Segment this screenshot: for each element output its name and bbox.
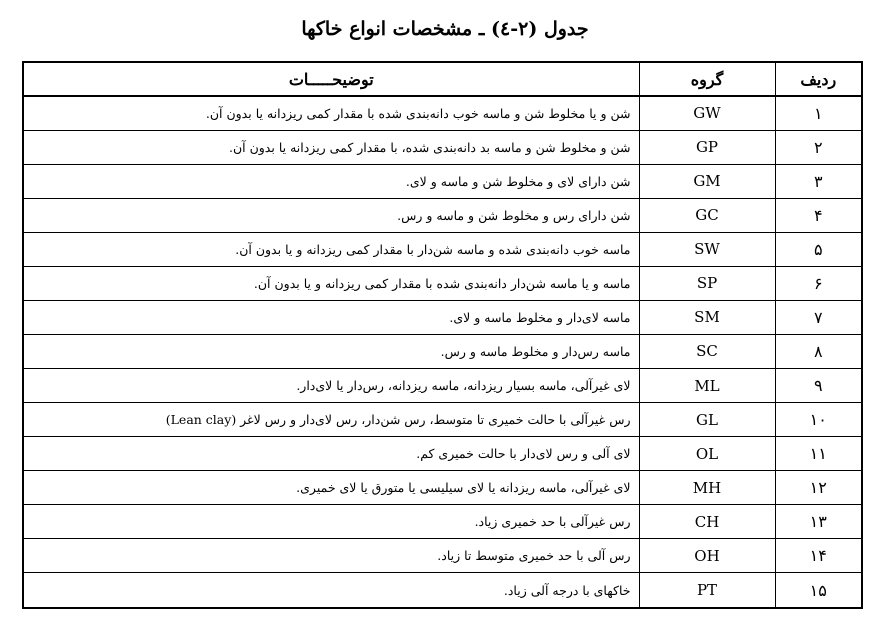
cell-description: شن و مخلوط شن و ماسه بد دانه‌بندی شده، با مقدار کمی ریزدانه یا بدون آن.: [24, 130, 639, 164]
cell-row-no: ۴: [775, 198, 861, 232]
table-row: [24, 334, 861, 368]
cell-row-no: ۱۲: [775, 471, 861, 505]
cell-row-no: ۱۵: [775, 573, 861, 607]
cell-group: GM: [639, 164, 775, 198]
table-row: [24, 198, 861, 232]
cell-group: ML: [639, 369, 775, 403]
table-row: [24, 96, 861, 130]
cell-row-no: ۱: [775, 96, 861, 130]
table-row: [24, 130, 861, 164]
cell-group: SC: [639, 334, 775, 368]
cell-description: ماسه خوب دانه‌بندی شده و ماسه شن‌دار با مقدار کمی ریزدانه و یا بدون آن.: [24, 232, 639, 266]
cell-description: شن دارای رس و مخلوط شن و ماسه و رس.: [24, 198, 639, 232]
soil-types-table: [22, 61, 863, 609]
cell-group: SM: [639, 300, 775, 334]
cell-description: لای آلی و رس لای‌دار با حالت خمیری کم.: [24, 437, 639, 471]
cell-group: GL: [639, 403, 775, 437]
table-row: [24, 573, 861, 607]
cell-description: لای غیرآلی، ماسه بسیار ریزدانه، ماسه ریزدانه، رس‌دار یا لای‌دار.: [24, 369, 639, 403]
soil-table: [24, 63, 861, 607]
table-title: جدول (۲-٤) ـ مشخصات انواع خاکها: [301, 18, 589, 40]
table-row: [24, 471, 861, 505]
table-row: [24, 403, 861, 437]
cell-group: PT: [639, 573, 775, 607]
cell-row-no: ۶: [775, 266, 861, 300]
cell-row-no: ۵: [775, 232, 861, 266]
table-row: [24, 505, 861, 539]
cell-description: رس غیرآلی با حد خمیری زیاد.: [24, 505, 639, 539]
cell-description: خاکهای با درجه آلی زیاد.: [24, 573, 639, 607]
table-row: [24, 437, 861, 471]
cell-row-no: ۸: [775, 334, 861, 368]
cell-group: GP: [639, 130, 775, 164]
cell-description: رس غیرآلی با حالت خمیری تا متوسط، رس شن‌دار، رس لای‌دار و رس لاغر (Lean clay): [24, 403, 639, 437]
cell-group: SP: [639, 266, 775, 300]
cell-group: CH: [639, 505, 775, 539]
header-group: گروه: [639, 63, 775, 96]
table-row: [24, 539, 861, 573]
cell-description: رس آلی با حد خمیری متوسط تا زیاد.: [24, 539, 639, 573]
table-row: [24, 164, 861, 198]
cell-row-no: ۱۳: [775, 505, 861, 539]
cell-row-no: ۷: [775, 300, 861, 334]
cell-group: MH: [639, 471, 775, 505]
cell-row-no: ۱۴: [775, 539, 861, 573]
cell-row-no: ۹: [775, 369, 861, 403]
cell-description: لای غیرآلی، ماسه ریزدانه یا لای سیلیسی یا متورق یا لای خمیری.: [24, 471, 639, 505]
cell-description: شن و یا مخلوط شن و ماسه خوب دانه‌بندی شده با مقدار کمی ریزدانه یا بدون آن.: [24, 96, 639, 130]
cell-group: OH: [639, 539, 775, 573]
cell-row-no: ۲: [775, 130, 861, 164]
table-row: [24, 300, 861, 334]
header-description: توضیحـــــات: [24, 63, 639, 96]
cell-row-no: ۱۰: [775, 403, 861, 437]
cell-group: OL: [639, 437, 775, 471]
cell-row-no: ۳: [775, 164, 861, 198]
cell-description: ماسه و یا ماسه شن‌دار دانه‌بندی شده با مقدار کمی ریزدانه و یا بدون آن.: [24, 266, 639, 300]
cell-row-no: ۱۱: [775, 437, 861, 471]
header-row-no: ردیف: [775, 63, 861, 96]
table-row: [24, 369, 861, 403]
cell-description: شن دارای لای و مخلوط شن و ماسه و لای.: [24, 164, 639, 198]
cell-description: ماسه لای‌دار و مخلوط ماسه و لای.: [24, 300, 639, 334]
cell-group: GW: [639, 96, 775, 130]
header-row: [24, 63, 861, 96]
cell-group: SW: [639, 232, 775, 266]
table-row: [24, 266, 861, 300]
cell-description: ماسه رس‌دار و مخلوط ماسه و رس.: [24, 334, 639, 368]
cell-group: GC: [639, 198, 775, 232]
table-row: [24, 232, 861, 266]
